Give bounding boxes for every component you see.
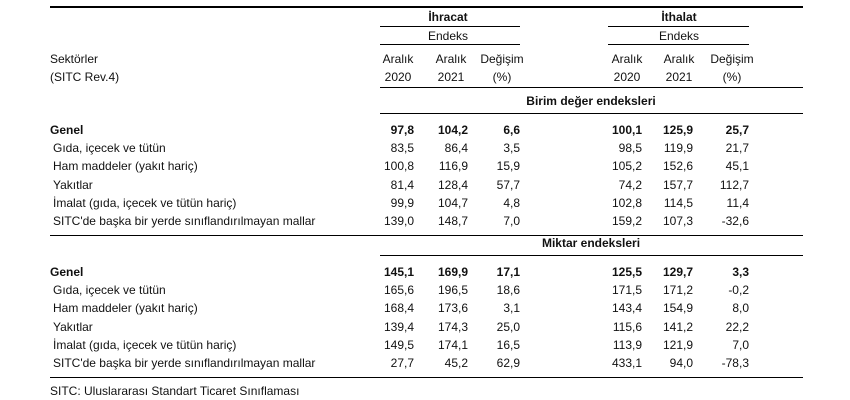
table-row [50, 214, 803, 230]
table-cell: 4,8 [503, 195, 520, 210]
export-index-rule [380, 44, 520, 45]
table-cell: 168,4 [383, 301, 414, 316]
table-cell: 17,1 [496, 265, 520, 279]
table-cell: 173,6 [437, 301, 468, 316]
footnote: SITC: Uluslararası Standart Ticaret Sınıflaması [50, 384, 300, 398]
table-cell: 157,7 [662, 177, 693, 192]
table-row [50, 301, 803, 317]
table-cell: 6,6 [503, 123, 520, 137]
table-cell: 25,0 [496, 319, 520, 334]
table-cell: 139,0 [383, 214, 414, 228]
table-cell: 25,7 [725, 123, 749, 137]
trade-index-table [50, 0, 803, 400]
section-title: Miktar endeksleri [541, 236, 641, 250]
table-cell: 74,2 [618, 177, 642, 192]
header-bottom-rule [380, 87, 803, 88]
import-header: İthalat [661, 10, 697, 24]
import-index-rule [608, 44, 749, 45]
table-cell: 169,9 [437, 265, 468, 279]
table-cell: 62,9 [496, 356, 520, 370]
table-cell: 86,4 [444, 141, 468, 156]
section-top-rule [50, 235, 803, 236]
table-cell: 98,5 [618, 141, 642, 156]
table-cell: 3,5 [503, 141, 520, 156]
table-cell: 174,3 [437, 319, 468, 334]
sitc-rev-label: (SITC Rev.4) [50, 70, 120, 84]
row-label: Genel [50, 265, 84, 279]
table-cell: 18,6 [496, 283, 520, 298]
table-cell: 94,0 [669, 356, 693, 370]
table-cell: 171,2 [662, 283, 693, 298]
table-cell: 149,5 [383, 337, 414, 352]
import-index-label: Endeks [658, 29, 700, 43]
table-row [50, 178, 803, 194]
table-cell: 3,3 [732, 265, 749, 279]
table-cell: 45,1 [725, 159, 749, 174]
table-row [50, 338, 803, 354]
table-bottom-rule [50, 377, 803, 378]
month-label: Aralık [611, 52, 643, 66]
table-cell: 174,1 [437, 337, 468, 352]
export-header: İhracat [428, 10, 468, 24]
table-cell: 7,0 [503, 214, 520, 228]
table-cell: 114,5 [663, 195, 693, 210]
table-cell: 107,3 [662, 214, 693, 228]
table-row [50, 356, 803, 372]
table-cell: 11,4 [726, 195, 749, 210]
table-cell: 112,7 [719, 177, 749, 192]
table-cell: 116,9 [438, 159, 468, 174]
table-cell: 159,2 [611, 214, 642, 228]
month-label: Aralık [663, 52, 695, 66]
table-cell: 143,4 [611, 301, 642, 316]
table-top-rule [50, 6, 803, 8]
table-cell: 141,2 [662, 319, 693, 334]
table-cell: 129,7 [662, 265, 693, 279]
table-cell: 128,4 [437, 177, 468, 192]
percent-label: (%) [722, 70, 742, 84]
table-cell: 152,6 [662, 159, 693, 174]
table-cell: -0,2 [728, 283, 749, 298]
table-cell: 148,7 [437, 214, 468, 228]
import-header-rule [608, 26, 749, 27]
table-cell: 100,8 [383, 159, 414, 174]
year-2021-label: 2021 [437, 70, 465, 84]
table-cell: 171,5 [611, 283, 642, 298]
table-cell: 433,1 [611, 356, 642, 370]
table-cell: 196,5 [437, 283, 468, 298]
section-title-rule [380, 113, 803, 114]
row-label: İmalat (gıda, içecek ve tütün hariç) [53, 195, 237, 210]
table-cell: 97,8 [390, 123, 414, 137]
table-cell: 125,9 [662, 123, 693, 137]
year-2020-label: 2020 [613, 70, 641, 84]
percent-label: (%) [492, 70, 512, 84]
export-header-rule [380, 26, 520, 27]
row-label: Ham maddeler (yakıt hariç) [53, 159, 198, 174]
table-cell: 7,0 [732, 337, 749, 352]
table-row [50, 283, 803, 299]
table-cell: 165,6 [383, 283, 414, 298]
table-cell: -32,6 [721, 214, 749, 228]
month-label: Aralık [435, 52, 467, 66]
table-cell: 100,1 [611, 123, 642, 137]
table-cell: 125,5 [611, 265, 642, 279]
table-cell: 83,5 [390, 141, 414, 156]
table-cell: 99,9 [390, 195, 414, 210]
table-cell: 104,7 [437, 195, 468, 210]
row-label: İmalat (gıda, içecek ve tütün hariç) [53, 337, 237, 352]
table-cell: 21,7 [725, 141, 749, 156]
row-label: Yakıtlar [53, 319, 93, 334]
table-cell: 113,9 [612, 337, 642, 352]
table-cell: 154,9 [662, 301, 693, 316]
table-cell: 3,1 [503, 301, 520, 316]
export-index-label: Endeks [427, 29, 469, 43]
table-cell: 139,4 [383, 319, 414, 334]
table-cell: 104,2 [437, 123, 468, 137]
year-2020-label: 2020 [384, 70, 412, 84]
table-row [50, 196, 803, 212]
year-2021-label: 2021 [665, 70, 693, 84]
table-cell: 81,4 [390, 177, 414, 192]
month-label: Aralık [382, 52, 414, 66]
table-row [50, 141, 803, 157]
table-row [50, 159, 803, 175]
sectors-label: Sektörler [50, 52, 99, 66]
table-row [50, 265, 803, 281]
table-cell: 27,7 [390, 356, 414, 370]
row-label: Ham maddeler (yakıt hariç) [53, 301, 198, 316]
table-cell: 45,2 [444, 356, 468, 370]
table-cell: 16,5 [496, 337, 520, 352]
change-label: Değişim [480, 52, 524, 66]
row-label: Gıda, içecek ve tütün [53, 141, 166, 156]
table-cell: 22,2 [725, 319, 749, 334]
table-cell: 119,9 [663, 141, 693, 156]
table-cell: 102,8 [611, 195, 642, 210]
row-label: SITC'de başka bir yerde sınıflandırılmayan mallar [53, 214, 316, 228]
table-row [50, 123, 803, 139]
change-label: Değişim [710, 52, 754, 66]
row-label: Yakıtlar [53, 177, 93, 192]
section-title-rule [380, 255, 803, 256]
table-cell: 57,7 [496, 177, 520, 192]
table-cell: 105,2 [611, 159, 642, 174]
table-cell: -78,3 [721, 356, 749, 370]
row-label: SITC'de başka bir yerde sınıflandırılmayan mallar [53, 356, 316, 370]
table-cell: 15,9 [496, 159, 520, 174]
section-title: Birim değer endeksleri [526, 94, 656, 108]
table-cell: 115,6 [612, 319, 642, 334]
table-cell: 8,0 [732, 301, 749, 316]
row-label: Genel [50, 123, 84, 137]
row-label: Gıda, içecek ve tütün [53, 283, 166, 298]
table-row [50, 320, 803, 336]
table-cell: 121,9 [662, 337, 693, 352]
table-cell: 145,1 [383, 265, 414, 279]
